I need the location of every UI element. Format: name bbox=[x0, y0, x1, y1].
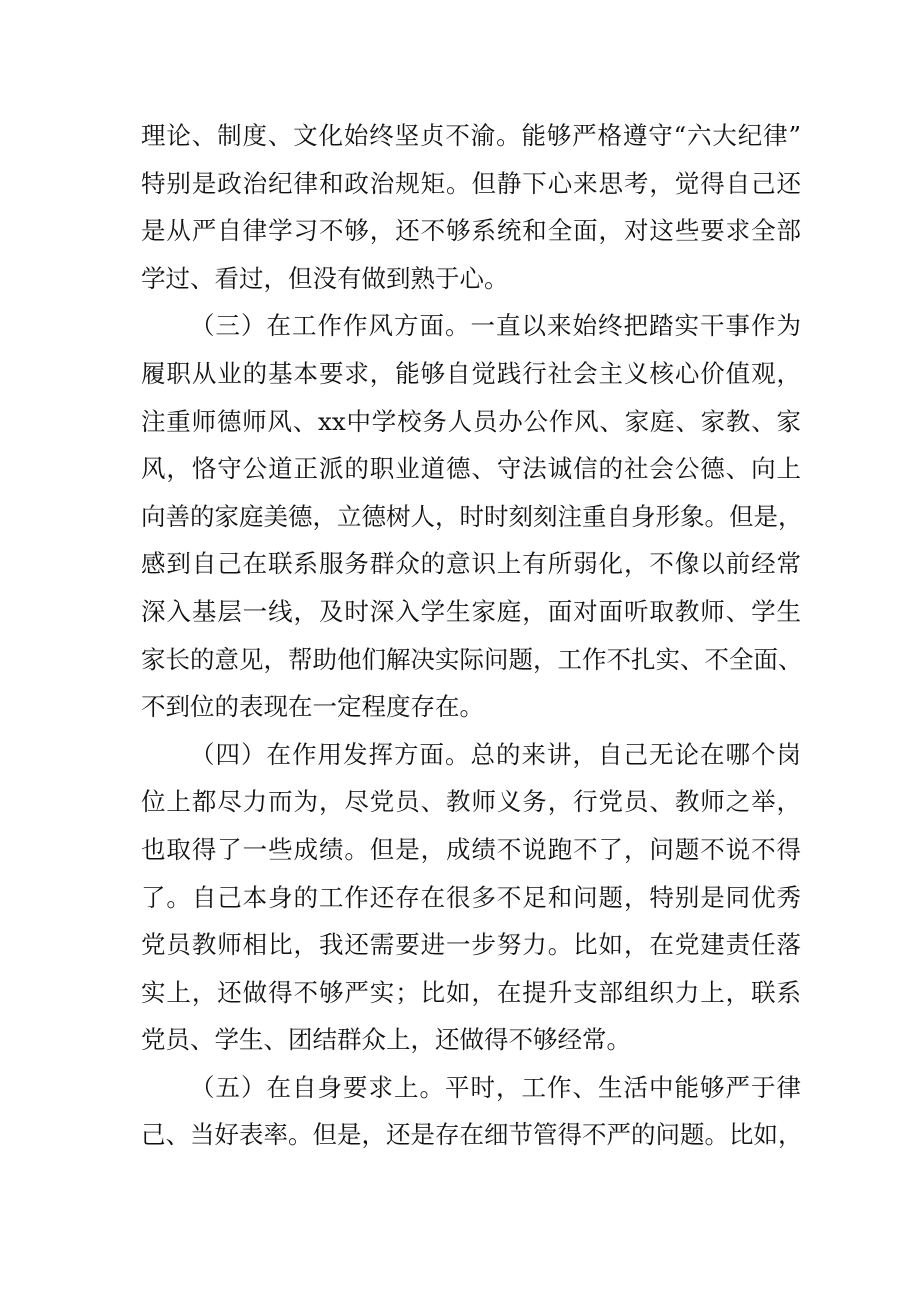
text-line: 己、当好表率。但是，还是存在细节管得不严的问题。比如， bbox=[141, 1120, 803, 1150]
text-line: 也取得了一些成绩。但是，成绩不说跑不了，问题不说不得 bbox=[141, 834, 801, 864]
text-line: 向善的家庭美德，立德树人，时时刻刻注重自身形象。但是， bbox=[141, 501, 803, 531]
paragraph-work-style bbox=[141, 302, 801, 730]
text-line: 特别是政治纪律和政治规矩。但静下心来思考，觉得自己还 bbox=[141, 168, 801, 198]
text-line: 了。自己本身的工作还存在很多不足和问题，特别是同优秀 bbox=[141, 882, 801, 912]
text-line: 深入基层一线，及时深入学生家庭，面对面听取教师、学生 bbox=[141, 596, 801, 626]
paragraph-self bbox=[141, 1064, 801, 1159]
text-line: 党员、学生、团结群众上，还做得不够经常。 bbox=[141, 1025, 631, 1055]
text-line: 是从严自律学习不够，还不够系统和全面，对这些要求全部 bbox=[141, 216, 801, 246]
paragraph-continued bbox=[141, 112, 801, 302]
text-line: 位上都尽力而为，尽党员、教师义务，行党员、教师之举， bbox=[141, 787, 801, 817]
text-line: 履职从业的基本要求，能够自觉践行社会主义核心价值观， bbox=[141, 358, 801, 388]
text-line: 感到自己在联系服务群众的意识上有所弱化，不像以前经常 bbox=[141, 549, 801, 579]
text-line: 理论、制度、文化始终坚贞不渝。能够严格遵守“六大纪律” bbox=[141, 121, 801, 150]
text-line: 学过、看过，但没有做到熟于心。 bbox=[141, 263, 509, 293]
text-line: （五）在自身要求上。平时，工作、生活中能够严于律 bbox=[190, 1072, 801, 1102]
document-body bbox=[141, 112, 801, 1159]
paragraph-role bbox=[141, 731, 801, 1064]
text-line: （四）在作用发挥方面。总的来讲，自己无论在哪个岗 bbox=[190, 739, 801, 769]
text-line: 家长的意见，帮助他们解决实际问题，工作不扎实、不全面、 bbox=[141, 644, 803, 674]
text-line: 注重师德师风、xx中学校务人员办公作风、家庭、家教、家 bbox=[141, 406, 801, 436]
text-line: 不到位的表现在一定程度存在。 bbox=[141, 692, 484, 722]
text-line: （三）在工作作风方面。一直以来始终把踏实干事作为 bbox=[190, 311, 801, 341]
text-line: 风，恪守公道正派的职业道德、守法诚信的社会公德、向上 bbox=[141, 454, 801, 484]
text-line: 党员教师相比，我还需要进一步努力。比如，在党建责任落 bbox=[141, 930, 801, 960]
text-line: 实上，还做得不够严实；比如，在提升支部组织力上，联系 bbox=[141, 977, 801, 1007]
